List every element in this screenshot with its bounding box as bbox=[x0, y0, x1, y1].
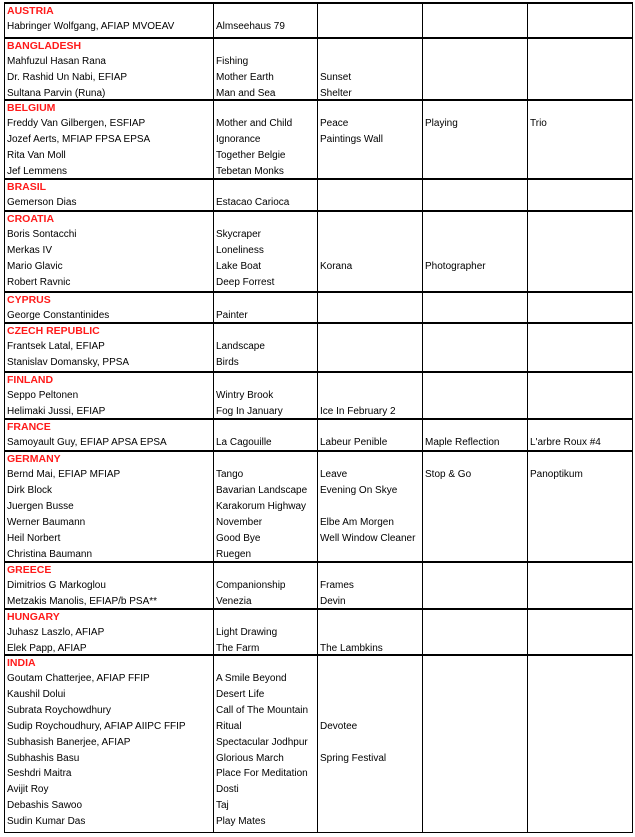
title-cell: Venezia bbox=[216, 595, 252, 607]
author-cell: Elek Papp, AFIAP bbox=[7, 642, 87, 654]
author-cell: Debashis Sawoo bbox=[7, 800, 83, 812]
title-cell: Playing bbox=[425, 118, 458, 129]
title-cell: Bavarian Landscape bbox=[216, 484, 308, 496]
title-cell: Tango bbox=[216, 469, 244, 480]
title-cell: Desert Life bbox=[216, 688, 265, 700]
title-cell: Estacao Carioca bbox=[216, 197, 290, 208]
title-cell: Fishing bbox=[216, 56, 249, 67]
title-cell: Shelter bbox=[320, 87, 352, 99]
title-cell: Devin bbox=[320, 595, 346, 607]
author-cell: Boris Sontacchi bbox=[7, 229, 77, 240]
title-cell: Spring Festival bbox=[320, 752, 387, 764]
author-cell: Juergen Busse bbox=[7, 500, 74, 512]
author-cell: Dimitrios G Markoglou bbox=[7, 580, 106, 591]
author-cell: Werner Baumann bbox=[7, 516, 86, 528]
author-cell: Seshdri Maitra bbox=[7, 768, 72, 780]
group-separator bbox=[4, 99, 633, 101]
title-cell: Karakorum Highway bbox=[216, 500, 307, 512]
title-cell: Lake Boat bbox=[216, 260, 262, 272]
author-cell: Goutam Chatterjee, AFIAP FFIP bbox=[7, 673, 150, 684]
country-heading: FINLAND bbox=[7, 374, 54, 386]
author-cell: Helimaki Jussi, EFIAP bbox=[7, 405, 106, 417]
title-cell: Together Belgie bbox=[216, 149, 286, 161]
title-cell: Trio bbox=[530, 118, 547, 129]
title-cell: Glorious March bbox=[216, 752, 284, 764]
author-cell: Bernd Mai, EFIAP MFIAP bbox=[7, 469, 121, 480]
author-cell: Dr. Rashid Un Nabi, EFIAP bbox=[7, 71, 128, 83]
title-cell: Frames bbox=[320, 580, 354, 591]
title-cell: Leave bbox=[320, 469, 348, 480]
title-cell: Sunset bbox=[320, 71, 352, 83]
author-cell: Robert Ravnic bbox=[7, 276, 71, 288]
author-cell: Frantsek Latal, EFIAP bbox=[7, 341, 105, 352]
country-heading: BANGLADESH bbox=[7, 40, 82, 52]
title-cell: Place For Meditation bbox=[216, 768, 308, 780]
title-cell: Stop & Go bbox=[425, 469, 472, 480]
title-cell: A Smile Beyond bbox=[216, 673, 287, 684]
title-cell: Good Bye bbox=[216, 532, 261, 544]
country-heading: FRANCE bbox=[7, 421, 51, 433]
author-cell: Sultana Parvin (Runa) bbox=[7, 87, 106, 99]
title-cell: Spectacular Jodhpur bbox=[216, 736, 308, 748]
title-cell: Devotee bbox=[320, 720, 358, 732]
title-cell: Light Drawing bbox=[216, 627, 278, 638]
author-cell: Dirk Block bbox=[7, 484, 53, 496]
group-separator bbox=[4, 561, 633, 563]
country-heading: BELGIUM bbox=[7, 102, 56, 114]
author-cell: Sudip Roychoudhury, AFIAP AIIPC FFIP bbox=[7, 720, 186, 732]
author-cell: Sudin Kumar Das bbox=[7, 816, 86, 828]
author-cell: Mario Glavic bbox=[7, 260, 63, 272]
country-heading: INDIA bbox=[7, 657, 36, 669]
group-separator bbox=[4, 450, 633, 452]
author-cell: Rita Van Moll bbox=[7, 149, 66, 161]
title-cell: Labeur Penible bbox=[320, 437, 388, 448]
author-cell: Seppo Peltonen bbox=[7, 390, 79, 401]
country-heading: AUSTRIA bbox=[7, 5, 54, 17]
title-cell: Man and Sea bbox=[216, 87, 276, 99]
title-cell: November bbox=[216, 516, 263, 528]
title-cell: Skycraper bbox=[216, 229, 262, 240]
title-cell: Almseehaus 79 bbox=[216, 21, 285, 32]
title-cell: Play Mates bbox=[216, 816, 266, 828]
title-cell: Evening On Skye bbox=[320, 484, 398, 496]
author-cell: Jef Lemmens bbox=[7, 165, 68, 177]
title-cell: L'arbre Roux #4 bbox=[530, 437, 601, 448]
author-cell: Christina Baumann bbox=[7, 548, 93, 560]
author-cell: George Constantinides bbox=[7, 310, 110, 321]
title-cell: The Lambkins bbox=[320, 642, 383, 654]
title-cell: Ritual bbox=[216, 720, 242, 732]
group-separator bbox=[4, 608, 633, 610]
title-cell: Maple Reflection bbox=[425, 437, 500, 448]
author-cell: Subhasish Banerjee, AFIAP bbox=[7, 736, 131, 748]
country-heading: BRASIL bbox=[7, 181, 47, 193]
group-separator bbox=[4, 371, 633, 373]
country-heading: HUNGARY bbox=[7, 611, 60, 623]
author-cell: Samoyault Guy, EFIAP APSA EPSA bbox=[7, 437, 167, 448]
group-separator bbox=[4, 654, 633, 656]
title-cell: Photographer bbox=[425, 260, 486, 272]
country-heading: GERMANY bbox=[7, 453, 61, 465]
author-cell: Kaushil Dolui bbox=[7, 688, 66, 700]
group-separator bbox=[4, 210, 633, 212]
title-cell: Wintry Brook bbox=[216, 390, 274, 401]
table-bottom-border bbox=[4, 832, 633, 833]
title-cell: Fog In January bbox=[216, 405, 283, 417]
title-cell: Tebetan Monks bbox=[216, 165, 284, 177]
author-cell: Gemerson Dias bbox=[7, 197, 77, 208]
title-cell: Taj bbox=[216, 800, 229, 812]
country-heading: CROATIA bbox=[7, 213, 55, 225]
title-cell: The Farm bbox=[216, 642, 260, 654]
author-cell: Merkas IV bbox=[7, 244, 53, 256]
title-cell: Paintings Wall bbox=[320, 133, 383, 145]
author-cell: Metzakis Manolis, EFIAP/b PSA** bbox=[7, 595, 158, 607]
title-cell: Dosti bbox=[216, 784, 239, 796]
author-cell: Juhasz Laszlo, AFIAP bbox=[7, 627, 105, 638]
title-cell: Mother and Child bbox=[216, 118, 293, 129]
title-cell: Ignorance bbox=[216, 133, 261, 145]
author-cell: Mahfuzul Hasan Rana bbox=[7, 56, 106, 67]
title-cell: Ruegen bbox=[216, 548, 252, 560]
group-separator bbox=[4, 322, 633, 324]
country-heading: CYPRUS bbox=[7, 294, 51, 306]
title-cell: Companionship bbox=[216, 580, 286, 591]
title-cell: Painter bbox=[216, 310, 248, 321]
country-heading: GREECE bbox=[7, 564, 52, 576]
author-cell: Avijit Roy bbox=[7, 784, 49, 796]
title-cell: Call of The Mountain bbox=[216, 704, 309, 716]
title-cell: Panoptikum bbox=[530, 469, 583, 480]
title-cell: Birds bbox=[216, 356, 239, 368]
author-cell: Habringer Wolfgang, AFIAP MVOEAV bbox=[7, 21, 175, 32]
title-cell: Loneliness bbox=[216, 244, 264, 256]
author-cell: Stanislav Domansky, PPSA bbox=[7, 356, 130, 368]
author-cell: Freddy Van Gilbergen, ESFIAP bbox=[7, 118, 146, 129]
group-separator bbox=[4, 2, 633, 4]
title-cell: Well Window Cleaner bbox=[320, 532, 416, 544]
author-cell: Heil Norbert bbox=[7, 532, 61, 544]
author-cell: Jozef Aerts, MFIAP FPSA EPSA bbox=[7, 133, 151, 145]
title-cell: Deep Forrest bbox=[216, 276, 275, 288]
title-cell: Peace bbox=[320, 118, 349, 129]
group-separator bbox=[4, 178, 633, 180]
title-cell: La Cagouille bbox=[216, 437, 272, 448]
group-separator bbox=[4, 291, 633, 293]
title-cell: Korana bbox=[320, 260, 353, 272]
group-separator bbox=[4, 37, 633, 39]
results-table bbox=[4, 2, 633, 835]
title-cell: Mother Earth bbox=[216, 71, 274, 83]
country-heading: CZECH REPUBLIC bbox=[7, 325, 100, 337]
title-cell: Landscape bbox=[216, 341, 265, 352]
author-cell: Subhashis Basu bbox=[7, 752, 80, 764]
title-cell: Ice In February 2 bbox=[320, 405, 396, 417]
title-cell: Elbe Am Morgen bbox=[320, 516, 394, 528]
author-cell: Subrata Roychowdhury bbox=[7, 704, 111, 716]
group-separator bbox=[4, 418, 633, 420]
